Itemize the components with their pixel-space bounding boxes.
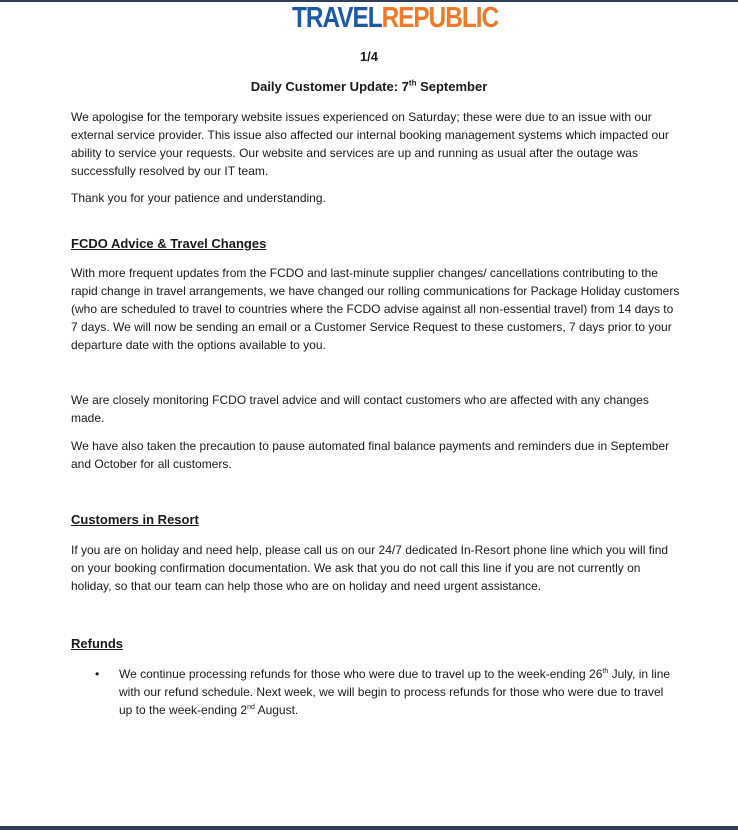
refunds-heading: Refunds: [71, 636, 123, 651]
resort-heading: Customers in Resort: [71, 512, 199, 527]
title-prefix: Daily Customer Update: 7: [250, 79, 409, 94]
resort-paragraph: If you are on holiday and need help, please call us on our 24/7 dedicated In-Resort phone line which you will find on your booking confirmation documentation. We ask that you do not call this line if you are not currently on holiday, so that our team can help those who are on holiday and need urgent assistance.: [71, 543, 669, 593]
page-number: 1/4: [359, 49, 379, 64]
refunds-text-part2: July, in line with our refund schedule. Next week, we will begin to process refunds for those who were due to travel up to the week-ending 2: [119, 667, 671, 717]
refunds-ordinal-2: nd: [247, 704, 255, 711]
document-title: [0, 78, 738, 96]
thanks-paragraph: Thank you for your patience and understanding.: [71, 191, 326, 205]
bullet-icon: •: [95, 667, 100, 681]
travel-republic-logo: [292, 2, 499, 34]
intro-paragraph: We apologise for the temporary website issues experienced on Saturday; these were due to an issue with our external service provider. This issue also affected our internal booking management systems which impacted our ability to service your requests. Our website and services are up and running as usual after the outage was successfully resolved by our IT team.: [71, 110, 669, 178]
logo-text-republic: REPUBLIC: [381, 2, 499, 34]
refunds-item-text: [119, 665, 679, 719]
refunds-text-part1: We continue processing refunds for those who were due to travel up to the week-ending 26: [119, 667, 603, 681]
page-bottom-border: [0, 826, 738, 830]
fcdo-paragraph-3: We have also taken the precaution to pause automated final balance payments and reminders due in September and October for all customers.: [71, 439, 670, 471]
refunds-text-part3: August.: [254, 703, 299, 717]
fcdo-paragraph-1: With more frequent updates from the FCDO and last-minute supplier changes/ cancellations contributing to the rapid change in travel arrangements, we have changed our rolling communications for Package Holiday customers (who are scheduled to travel to countries where the FCDO advise against all non-essential travel) from 14 days to 7 days. We will now be sending an email or a Customer Service Request to these customers, 7 days prior to your departure date with the options available to you.: [71, 266, 680, 352]
title-suffix: September: [416, 79, 488, 94]
logo-text-travel: TRAVEL: [292, 2, 382, 34]
fcdo-heading: FCDO Advice & Travel Changes: [71, 236, 267, 251]
title-ordinal: th: [408, 78, 417, 88]
fcdo-paragraph-2: We are closely monitoring FCDO travel advice and will contact customers who are affected with any changes made.: [71, 393, 649, 425]
refunds-ordinal-1: th: [602, 668, 609, 675]
